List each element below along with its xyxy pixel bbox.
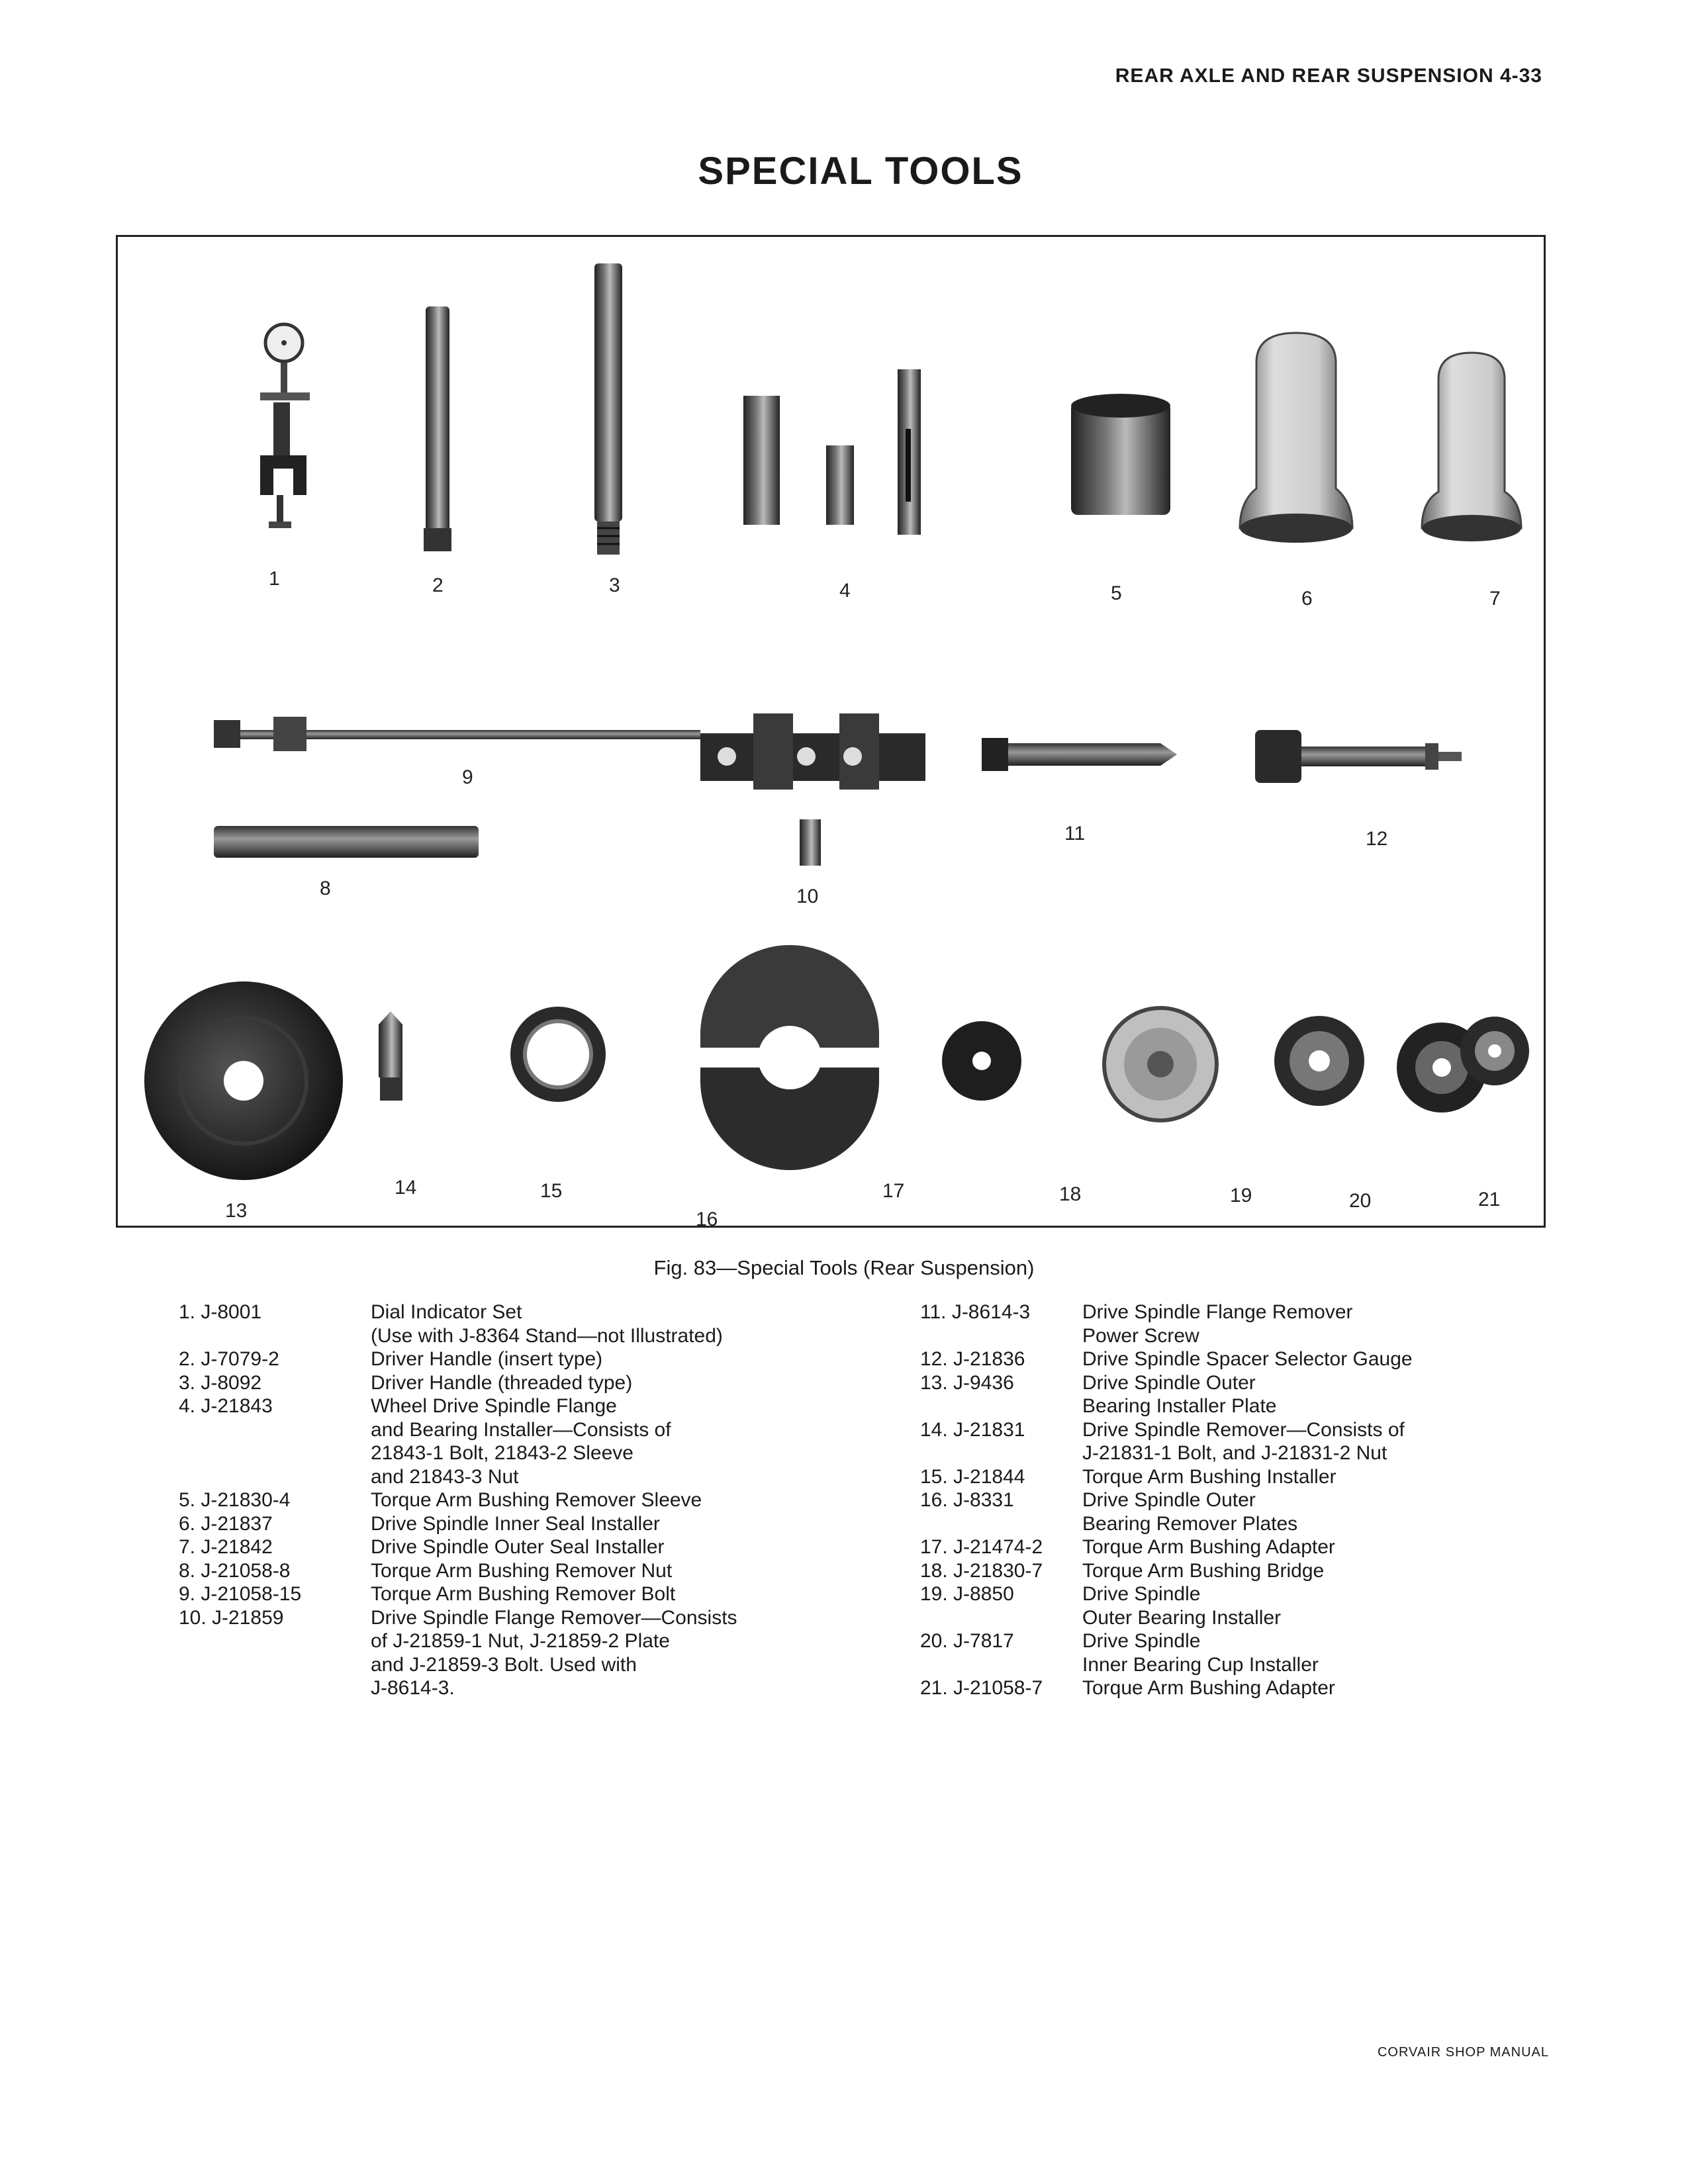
tool-number: 2. J-7079-2	[179, 1348, 279, 1370]
description-line: Torque Arm Bushing Remover Nut	[371, 1559, 673, 1582]
tool-number: 10. J-21859	[179, 1606, 284, 1629]
tool-list-right	[920, 1300, 1549, 1700]
description-line: Drive Spindle Outer Seal Installer	[371, 1536, 665, 1558]
tool-number: 3. J-8092	[179, 1371, 262, 1394]
tool-description	[1082, 1559, 1549, 1583]
description-line: Drive Spindle Flange Remover—Consists	[371, 1606, 737, 1629]
figure-label: 8	[320, 878, 331, 899]
tool-entry	[179, 1606, 894, 1700]
tool-entry	[179, 1582, 894, 1606]
tool-description	[371, 1535, 894, 1559]
description-line: Drive Spindle	[1082, 1630, 1201, 1652]
description-line: Torque Arm Bushing Adapter	[1082, 1536, 1335, 1558]
description-line: Drive Spindle Spacer Selector Gauge	[1082, 1348, 1413, 1370]
tool-description	[371, 1300, 894, 1347]
tool-21-bushing-adapter	[1460, 1017, 1529, 1085]
tool-description	[1082, 1371, 1549, 1418]
tool-number: 9. J-21058-15	[179, 1583, 302, 1605]
tool-entry	[920, 1676, 1549, 1700]
tool-entry	[920, 1347, 1549, 1371]
figure-label: 10	[796, 886, 819, 907]
tool-entry	[179, 1394, 894, 1488]
description-line: (Use with J-8364 Stand—not Illustrated)	[371, 1324, 723, 1347]
description-line: of J-21859-1 Nut, J-21859-2 Plate	[371, 1630, 670, 1652]
tool-description	[371, 1582, 894, 1606]
tool-description	[1082, 1347, 1549, 1371]
tool-entry	[920, 1559, 1549, 1583]
tool-entry	[179, 1371, 894, 1395]
tool-description	[1082, 1629, 1549, 1676]
tool-number: 1. J-8001	[179, 1301, 262, 1323]
tool-description	[1082, 1488, 1549, 1535]
tool-entry	[920, 1535, 1549, 1559]
description-line: Drive Spindle Outer	[1082, 1489, 1256, 1511]
description-line: 21843-1 Bolt, 21843-2 Sleeve	[371, 1442, 633, 1464]
tool-list-left	[179, 1300, 894, 1700]
tool-number: 4. J-21843	[179, 1395, 273, 1417]
tool-11-power-screw	[982, 738, 1177, 771]
figure-label: 17	[882, 1180, 905, 1202]
tool-description	[371, 1488, 894, 1512]
figure-label: 15	[540, 1180, 563, 1202]
tool-number: 19. J-8850	[920, 1583, 1014, 1605]
tool-entry	[920, 1418, 1549, 1465]
tool-number: 16. J-8331	[920, 1489, 1014, 1511]
description-line: Wheel Drive Spindle Flange	[371, 1395, 617, 1417]
description-line: Drive Spindle Remover—Consists of	[1082, 1418, 1405, 1441]
tool-8-remover-nut	[214, 826, 479, 858]
tool-description	[371, 1606, 894, 1700]
figure-label: 18	[1059, 1183, 1082, 1205]
page-footer: CORVAIR SHOP MANUAL	[1377, 2045, 1549, 2060]
page-title: SPECIAL TOOLS	[698, 150, 1023, 193]
tool-description	[1082, 1535, 1549, 1559]
tool-entry	[920, 1371, 1549, 1418]
figure-label: 7	[1489, 588, 1501, 610]
tool-5-remover-sleeve	[1071, 394, 1170, 515]
figure-label: 21	[1478, 1189, 1501, 1210]
tool-19-outer-bearing-installer	[1274, 1016, 1364, 1106]
description-line: Torque Arm Bushing Adapter	[1082, 1677, 1335, 1699]
tool-description	[371, 1394, 894, 1488]
tool-4-spindle-installer	[743, 369, 921, 535]
description-line: Bearing Remover Plates	[1082, 1512, 1298, 1535]
tool-number: 8. J-21058-8	[179, 1559, 291, 1582]
description-line: Outer Bearing Installer	[1082, 1606, 1282, 1629]
tool-number: 5. J-21830-4	[179, 1489, 291, 1511]
figure-label: 20	[1349, 1190, 1372, 1212]
tool-number: 14. J-21831	[920, 1418, 1025, 1441]
tools-photo	[118, 237, 1544, 1226]
tool-18-bushing-bridge	[1104, 1008, 1217, 1120]
tool-1-dial-indicator	[260, 324, 310, 528]
description-line: Torque Arm Bushing Installer	[1082, 1465, 1336, 1488]
tool-entry	[179, 1512, 894, 1536]
tool-3-driver-handle-threaded	[594, 263, 622, 555]
description-line: and J-21859-3 Bolt. Used with	[371, 1653, 637, 1676]
figure-label: 1	[269, 568, 280, 590]
tool-number: 7. J-21842	[179, 1536, 273, 1558]
description-line: Bearing Installer Plate	[1082, 1395, 1277, 1417]
figure-label: 5	[1111, 582, 1122, 604]
tool-12-selector-gauge	[1255, 730, 1462, 783]
description-line: Torque Arm Bushing Remover Sleeve	[371, 1489, 702, 1511]
description-line: Inner Bearing Cup Installer	[1082, 1653, 1319, 1676]
tool-number: 11. J-8614-3	[920, 1301, 1031, 1323]
description-line: J-8614-3.	[371, 1677, 455, 1699]
description-line: Driver Handle (threaded type)	[371, 1371, 633, 1394]
tool-15-bushing-installer	[510, 1007, 606, 1102]
tool-number: 12. J-21836	[920, 1348, 1025, 1370]
tool-description	[1082, 1676, 1549, 1700]
tool-description	[1082, 1582, 1549, 1629]
description-line: Drive Spindle	[1082, 1583, 1201, 1605]
tool-entry	[179, 1300, 894, 1347]
tool-description	[1082, 1300, 1549, 1347]
tool-2-driver-handle	[424, 306, 451, 551]
tool-description	[1082, 1418, 1549, 1465]
tool-entry	[920, 1582, 1549, 1629]
tool-entry	[179, 1535, 894, 1559]
description-line: Drive Spindle Inner Seal Installer	[371, 1512, 660, 1535]
tool-number: 15. J-21844	[920, 1465, 1025, 1488]
tool-6-inner-seal-installer	[1240, 333, 1352, 543]
figure-label: 19	[1230, 1185, 1252, 1206]
tool-number: 20. J-7817	[920, 1630, 1014, 1652]
tool-13-installer-plate	[144, 981, 343, 1180]
description-line: and 21843-3 Nut	[371, 1465, 519, 1488]
tool-number: 21. J-21058-7	[920, 1677, 1043, 1699]
tool-number: 17. J-21474-2	[920, 1536, 1043, 1558]
description-line: Torque Arm Bushing Bridge	[1082, 1559, 1325, 1582]
running-header: REAR AXLE AND REAR SUSPENSION 4-33	[1115, 65, 1542, 87]
tool-entry	[920, 1300, 1549, 1347]
description-line: J-21831-1 Bolt, and J-21831-2 Nut	[1082, 1442, 1387, 1464]
figure-label: 9	[462, 766, 473, 788]
figure-caption: Fig. 83—Special Tools (Rear Suspension)	[653, 1256, 1035, 1279]
figure-label: 6	[1301, 588, 1313, 610]
tool-10-flange-remover	[700, 713, 925, 866]
tool-entry	[179, 1559, 894, 1583]
tool-14-spindle-remover	[379, 1011, 402, 1101]
figure-label: 3	[609, 574, 620, 596]
description-line: Driver Handle (insert type)	[371, 1348, 603, 1370]
special-tools-figure	[116, 235, 1546, 1228]
tool-17-bushing-adapter	[942, 1021, 1021, 1101]
description-line: Power Screw	[1082, 1324, 1199, 1347]
tool-9-remover-bolt	[214, 717, 700, 751]
tool-entry	[920, 1465, 1549, 1489]
tool-entry	[179, 1488, 894, 1512]
tool-entry	[179, 1347, 894, 1371]
tool-number: 6. J-21837	[179, 1512, 273, 1535]
description-line: Dial Indicator Set	[371, 1301, 522, 1323]
tool-entry	[920, 1488, 1549, 1535]
tool-number: 13. J-9436	[920, 1371, 1014, 1394]
figure-label: 4	[839, 580, 851, 602]
description-line: Torque Arm Bushing Remover Bolt	[371, 1583, 676, 1605]
figure-label: 13	[225, 1200, 248, 1222]
figure-label: 14	[395, 1177, 417, 1199]
tool-description	[371, 1512, 894, 1536]
tool-description	[1082, 1465, 1549, 1489]
tool-description	[371, 1559, 894, 1583]
description-line: and Bearing Installer—Consists of	[371, 1418, 671, 1441]
description-line: Drive Spindle Outer	[1082, 1371, 1256, 1394]
tool-entry	[920, 1629, 1549, 1676]
description-line: Drive Spindle Flange Remover	[1082, 1301, 1353, 1323]
tool-16-remover-plates	[700, 945, 879, 1170]
figure-label: 11	[1064, 823, 1086, 844]
figure-label: 12	[1366, 828, 1388, 850]
tool-7-outer-seal-installer	[1422, 353, 1521, 541]
figure-label: 16	[696, 1208, 718, 1230]
tool-description	[371, 1371, 894, 1395]
tool-description	[371, 1347, 894, 1371]
tool-number: 18. J-21830-7	[920, 1559, 1043, 1582]
figure-label: 2	[432, 574, 444, 596]
